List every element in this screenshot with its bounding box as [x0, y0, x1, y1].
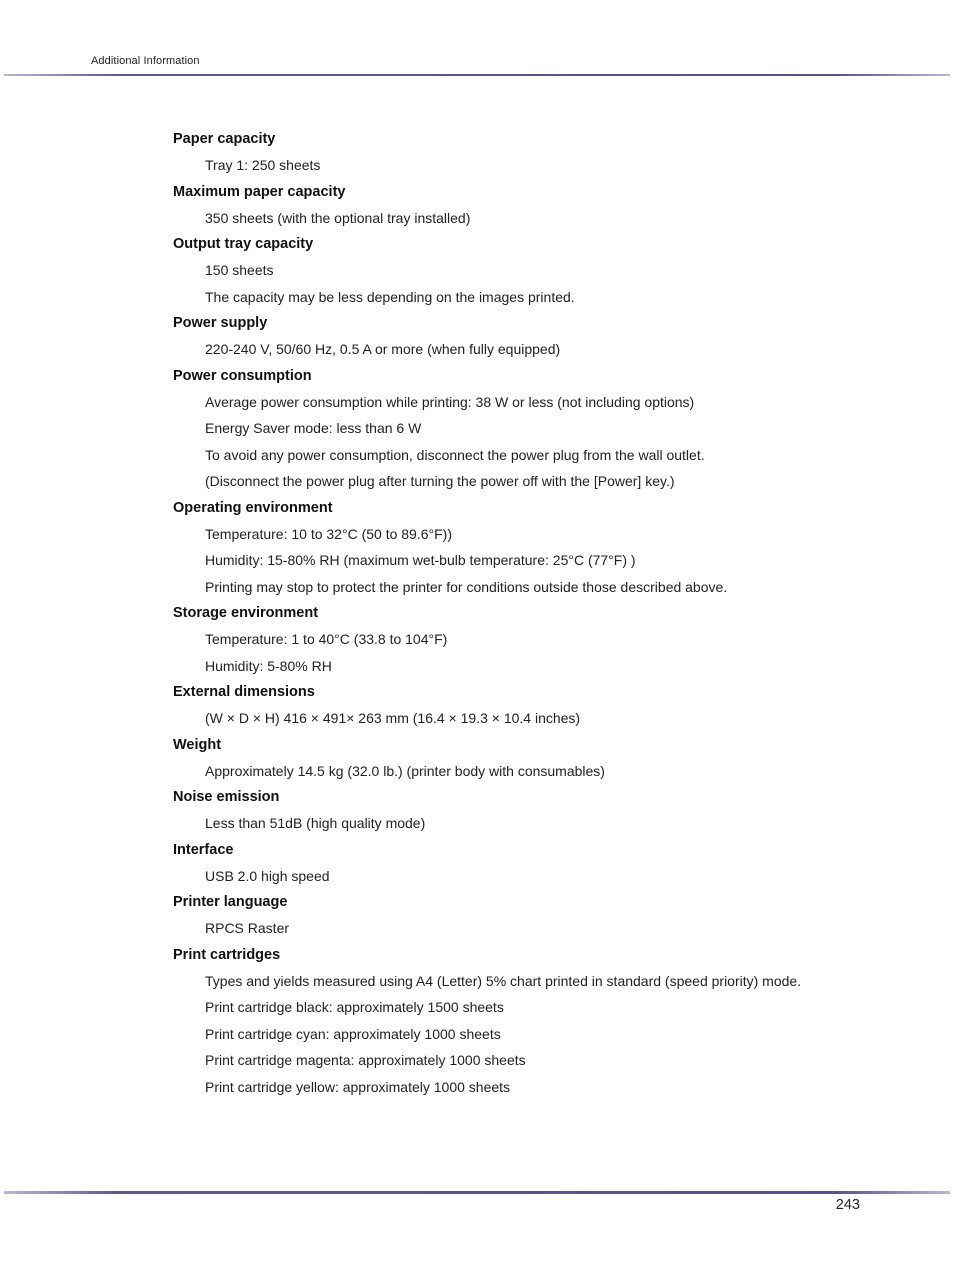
- spec-section-storage-environment: [173, 605, 873, 675]
- spec-section-power-consumption: [173, 368, 873, 491]
- spec-heading: Print cartridges: [173, 946, 281, 963]
- spec-list: [173, 131, 873, 1105]
- spec-heading: Storage environment: [173, 605, 319, 621]
- spec-section-external-dimensions: [173, 684, 873, 727]
- spec-line: (Disconnect the power plug after turning the power off with the [Power] key.): [205, 473, 675, 489]
- footer-rule: [4, 1191, 950, 1194]
- spec-section-printer-language: [173, 894, 873, 937]
- spec-line: 350 sheets (with the optional tray installed): [205, 209, 471, 226]
- spec-heading: Power supply: [173, 315, 268, 331]
- spec-line: Print cartridge cyan: approximately 1000 sheets: [205, 1025, 501, 1042]
- spec-section-weight: [173, 737, 873, 780]
- spec-line: RPCS Raster: [205, 920, 290, 936]
- spec-heading: External dimensions: [173, 684, 315, 700]
- spec-line: To avoid any power consumption, disconnect the power plug from the wall outlet.: [205, 446, 705, 463]
- spec-line: Average power consumption while printing: 38 W or less (not including options): [205, 393, 695, 410]
- spec-section-print-cartridges: [173, 947, 873, 1096]
- running-header: Additional Information: [91, 55, 200, 67]
- spec-heading: Power consumption: [173, 367, 312, 384]
- spec-line: Temperature: 10 to 32°C (50 to 89.6°F)): [205, 525, 452, 542]
- spec-heading: Weight: [173, 736, 222, 753]
- spec-line: Temperature: 1 to 40°C (33.8 to 104°F): [205, 631, 448, 647]
- spec-section-operating-environment: [173, 500, 873, 596]
- spec-section-interface: [173, 842, 873, 885]
- spec-line: Print cartridge magenta: approximately 1000 sheets: [205, 1052, 526, 1068]
- spec-line: USB 2.0 high speed: [205, 867, 330, 884]
- spec-heading: Operating environment: [173, 499, 333, 516]
- spec-line: Tray 1: 250 sheets: [205, 157, 321, 173]
- spec-heading: Output tray capacity: [173, 236, 314, 252]
- spec-section-power-supply: [173, 315, 873, 358]
- spec-line: Types and yields measured using A4 (Letter) 5% chart printed in standard (speed priority) mode.: [205, 972, 802, 989]
- spec-heading: Printer language: [173, 894, 288, 910]
- spec-section-noise-emission: [173, 789, 873, 832]
- spec-line: The capacity may be less depending on the images printed.: [205, 288, 575, 305]
- spec-line: Less than 51dB (high quality mode): [205, 815, 426, 831]
- spec-line: Approximately 14.5 kg (32.0 lb.) (printer body with consumables): [205, 762, 605, 779]
- page-number: 243: [835, 1197, 860, 1213]
- spec-line: 150 sheets: [205, 262, 274, 278]
- header-rule: [4, 74, 950, 76]
- spec-heading: Paper capacity: [173, 131, 276, 147]
- spec-line: Humidity: 15-80% RH (maximum wet-bulb temperature: 25°C (77°F) ): [205, 552, 636, 568]
- spec-line: Print cartridge yellow: approximately 1000 sheets: [205, 1078, 511, 1095]
- spec-section-maximum-paper-capacity: [173, 184, 873, 227]
- spec-heading: Interface: [173, 841, 234, 858]
- spec-heading: Maximum paper capacity: [173, 183, 346, 200]
- spec-section-paper-capacity: [173, 131, 873, 174]
- spec-heading: Noise emission: [173, 789, 280, 805]
- spec-line: 220-240 V, 50/60 Hz, 0.5 A or more (when fully equipped): [205, 341, 561, 357]
- spec-line: Humidity: 5-80% RH: [205, 657, 332, 674]
- spec-line: Printing may stop to protect the printer for conditions outside those described above.: [205, 578, 728, 595]
- spec-section-output-tray-capacity: [173, 236, 873, 306]
- spec-line: Energy Saver mode: less than 6 W: [205, 420, 422, 436]
- spec-line: (W × D × H) 416 × 491× 263 mm (16.4 × 19.3 × 10.4 inches): [205, 710, 581, 726]
- spec-line: Print cartridge black: approximately 1500 sheets: [205, 999, 504, 1015]
